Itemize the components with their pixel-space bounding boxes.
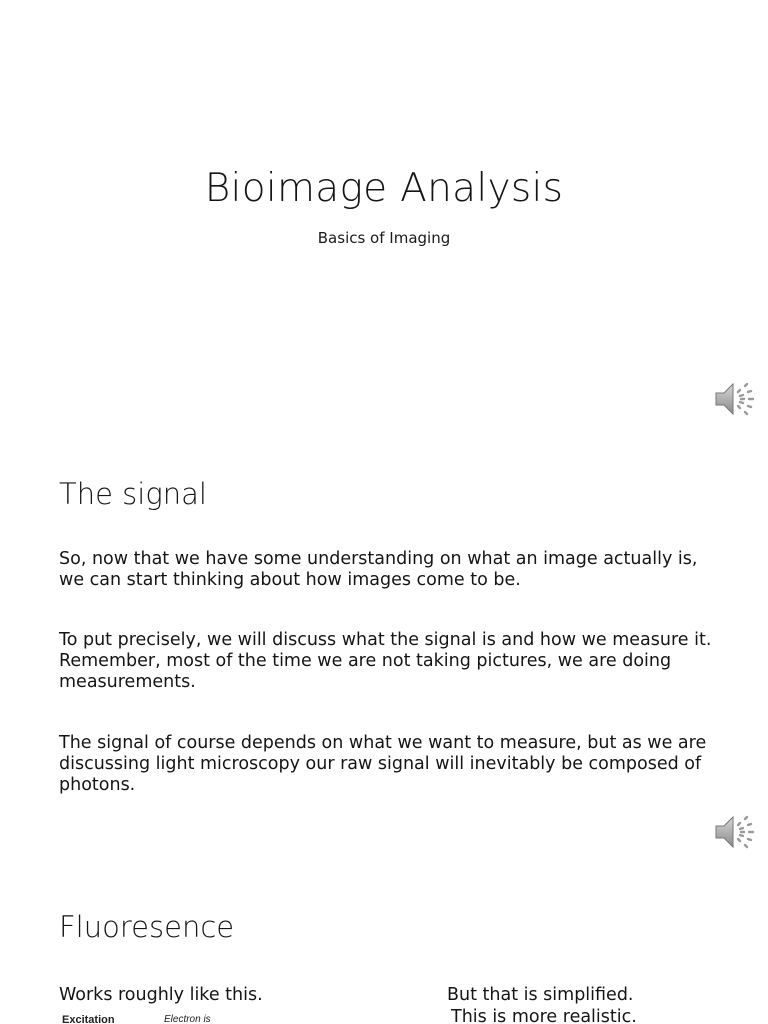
speaker-icon xyxy=(713,811,755,853)
diagram-electron-label: Electron is xyxy=(164,1014,211,1024)
slide-title: Bioimage Analysis xyxy=(204,166,564,211)
diagram-excitation-label: Excitation xyxy=(62,1014,115,1024)
fluorescence-right-text-1: But that is simplified. xyxy=(447,985,634,1005)
audio-speaker-icon[interactable] xyxy=(713,811,755,853)
signal-paragraph-1: So, now that we have some understanding on what an image actually is, we can start thinking about how images come to be. xyxy=(59,549,698,590)
audio-speaker-icon[interactable] xyxy=(713,378,755,420)
signal-heading: The signal xyxy=(59,477,207,511)
signal-paragraph-3: The signal of course depends on what we want to measure, but as we are discussing light microscopy our raw signal will inevitably be composed of photons. xyxy=(59,733,707,795)
slide-subtitle: Basics of Imaging xyxy=(317,229,451,247)
speaker-icon xyxy=(713,378,755,420)
signal-paragraph-2: To put precisely, we will discuss what the signal is and how we measure it. Remember, most of the time we are not taking pictures, we are doing measurements. xyxy=(59,630,712,692)
fluorescence-left-text: Works roughly like this. xyxy=(59,985,263,1005)
fluorescence-right-text-2: This is more realistic. xyxy=(451,1007,637,1024)
fluorescence-heading: Fluoresence xyxy=(59,910,235,944)
